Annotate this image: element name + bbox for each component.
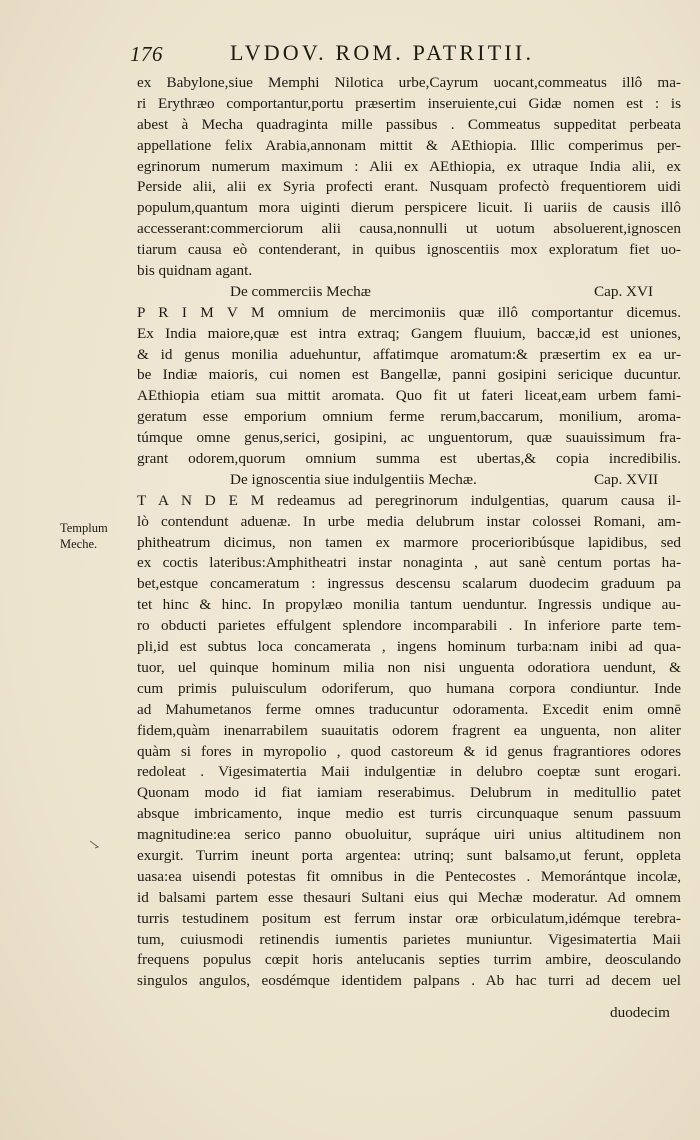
chapter-number: Cap. XVI [594, 282, 654, 300]
section-heading [137, 282, 681, 303]
page-header [130, 40, 690, 68]
text-line: appellatione felix Arabia,annonam mittit & AEthiopia. Illic comperimus per- [137, 136, 681, 154]
text-line: lò contendunt aduenæ. In urbe media delubrum instar colossei Romani, am- [137, 512, 681, 530]
text-line: tuor, uel quinque hominum milia non nisi unguenta odoratiora uendunt, & [137, 658, 681, 676]
text-line: fidem,quàm inenarrabilem suauitatis odorem fragrent ea unguenta, non aliter [137, 721, 681, 739]
text-line: id balsami partem esse thesauri Sultani eius qui Mechæ moderatur. Ad omnem [137, 888, 681, 906]
text-line: tiarum causa eò contenderant, in quibus ignoscentiis mox exploratum fiet uo- [137, 241, 681, 259]
section-title: De ignoscentia siue indulgentiis Mechæ. [230, 470, 477, 488]
text-line: & id genus monilia aduehuntur, affatimque aromatum:& præsertim ex ea ur- [137, 345, 681, 363]
text-line: tum, cuiusmodi retinendis iumentis parietes muniuntur. Vigesimatertia Maii [137, 930, 681, 948]
text-line: magnitudine:ea serico panno obuoluitur, supráque uiri unius altitudinem non [137, 826, 681, 844]
text-line: phitheatrum dicimus, non tamen ex marmore procerioribúsque lapidibus, sed [137, 533, 681, 551]
text-line: singulos angulos, eosdémque identidem palpans . Ab hac turri ad decem uel [137, 972, 681, 990]
text-line: túmque omne genus,serici, gosipini, ac unguentorum, quæ suauissimum fra- [137, 429, 681, 447]
text-line: bis quidnam agant. [137, 262, 253, 280]
ink-mark-icon [88, 838, 106, 852]
marginal-note-line: Templum [60, 521, 108, 535]
text-line: turris testudinem positum est ferrum instar oræ orbiculatum,idémque terebra- [137, 909, 681, 927]
section-heading [137, 470, 681, 491]
body-text [137, 73, 681, 992]
text-line: T A N D E M redeamus ad peregrinorum indulgentias, quarum causa il- [137, 491, 681, 509]
text-line: bet,estque concameratum : ingressus descensu scalarum duodecim graduum pa [137, 575, 681, 593]
text-line: quàm si fores in myropolio , quod castoreum & id genus fragrantiores odores [137, 742, 681, 760]
page-number: 176 [130, 42, 163, 66]
text-line: uasa:ea uisendi potestas fit omnibus in die Pentecostes . Memorántque incolæ, [137, 867, 681, 885]
text-line: accesserant:commerciorum alii causa,nonnulli ut uotum absoluerent,ignoscen [137, 220, 681, 238]
text-line: exurgit. Turrim ineunt porta argentea: utrinq; sunt balsamo,ut ferunt, oppleta [137, 846, 681, 864]
text-line: ro obducti parietes effulgent splendore incomparabili . In inferiore parte tem- [137, 617, 681, 635]
text-line: ri Erythræo comportantur,portu præsertim inseruiente,cui Gidæ nomen est : is [137, 94, 681, 112]
text-line: ex Babylone,siue Memphi Nilotica urbe,Cayrum uocant,commeatus illô ma- [137, 74, 681, 91]
text-line: grant odorem,quorum omnium summa est ubertas,& copia incredibilis. [137, 450, 681, 468]
text-line: frequens populus cœpit horis antelucanis septies turrim ambire, deosculando [137, 951, 681, 969]
text-line: Persidе alii, alii ex Syria profecti erant. Nusquam profectò frequentiorem uidi [137, 178, 681, 196]
text-line: AEthiopia etiam sua mittit aromata. Quo fit ut fateri liceat,eam urbem fami- [137, 387, 681, 405]
section-title: De commerciis Mechæ [230, 282, 371, 300]
text-line: ex coctis lateribus:Amphitheatri instar nonaginta , aut sanè centum portas ha- [137, 554, 681, 572]
text-line: abest à Mecha quadraginta mille passibus . Commeatus suppeditat perbeata [137, 115, 681, 133]
text-line: tet hinc & hinc. In propylæo monilia tantum uenduntur. Ingressis undique au- [137, 596, 681, 614]
running-head: LVDOV. ROM. PATRITII. [230, 40, 535, 65]
text-line: cum primis puluisculum odoriferum, quo humana corpora condiuntur. Inde [137, 679, 681, 697]
text-line: pli,id est subtus loca concamerata , ingens hominum turba:nam inibi ad qua- [137, 638, 681, 656]
text-line: geratum esse emporium omnium ferme rerum,baccarum, monilium, aroma- [137, 408, 681, 426]
catchword: duodecim [610, 1004, 670, 1021]
marginal-note [60, 520, 130, 552]
text-line: ad Mahumetanos ferme omnes traducuntur odoramenta. Excedit enim omnē [137, 700, 681, 718]
text-line: egrinorum numerum maximum : Alii ex AEthiopia, ex utraque India alii, ex [137, 157, 681, 175]
marginal-note-line: Meche. [60, 537, 98, 551]
text-line: be Indiæ maioris, cui nomen est Bangellæ, panni gosipini sericique ducuntur. [137, 366, 681, 384]
chapter-number: Cap. XVII [594, 470, 659, 488]
text-line: P R I M V M omnium de mercimoniis quæ illô comportantur dicemus. [137, 303, 681, 321]
text-line: absque imbricamento, inque medio est turris circunquaque senum passuum [137, 805, 681, 823]
text-line: redoleat . Vigesimatertia Maii indulgentiæ in delubro coeptæ sunt erogari. [137, 763, 681, 781]
text-line: Ex India maiore,quæ est intra extraq; Gangem fluuium, baccæ,id est uniones, [137, 324, 681, 342]
text-line: populum,quantum mora uiginti dierum perspicere licuit. Ii uariis de causis illô [137, 199, 681, 217]
text-line: Quonam modo id fiat iamiam reserabimus. Delubrum in meditullio patet [137, 784, 681, 802]
